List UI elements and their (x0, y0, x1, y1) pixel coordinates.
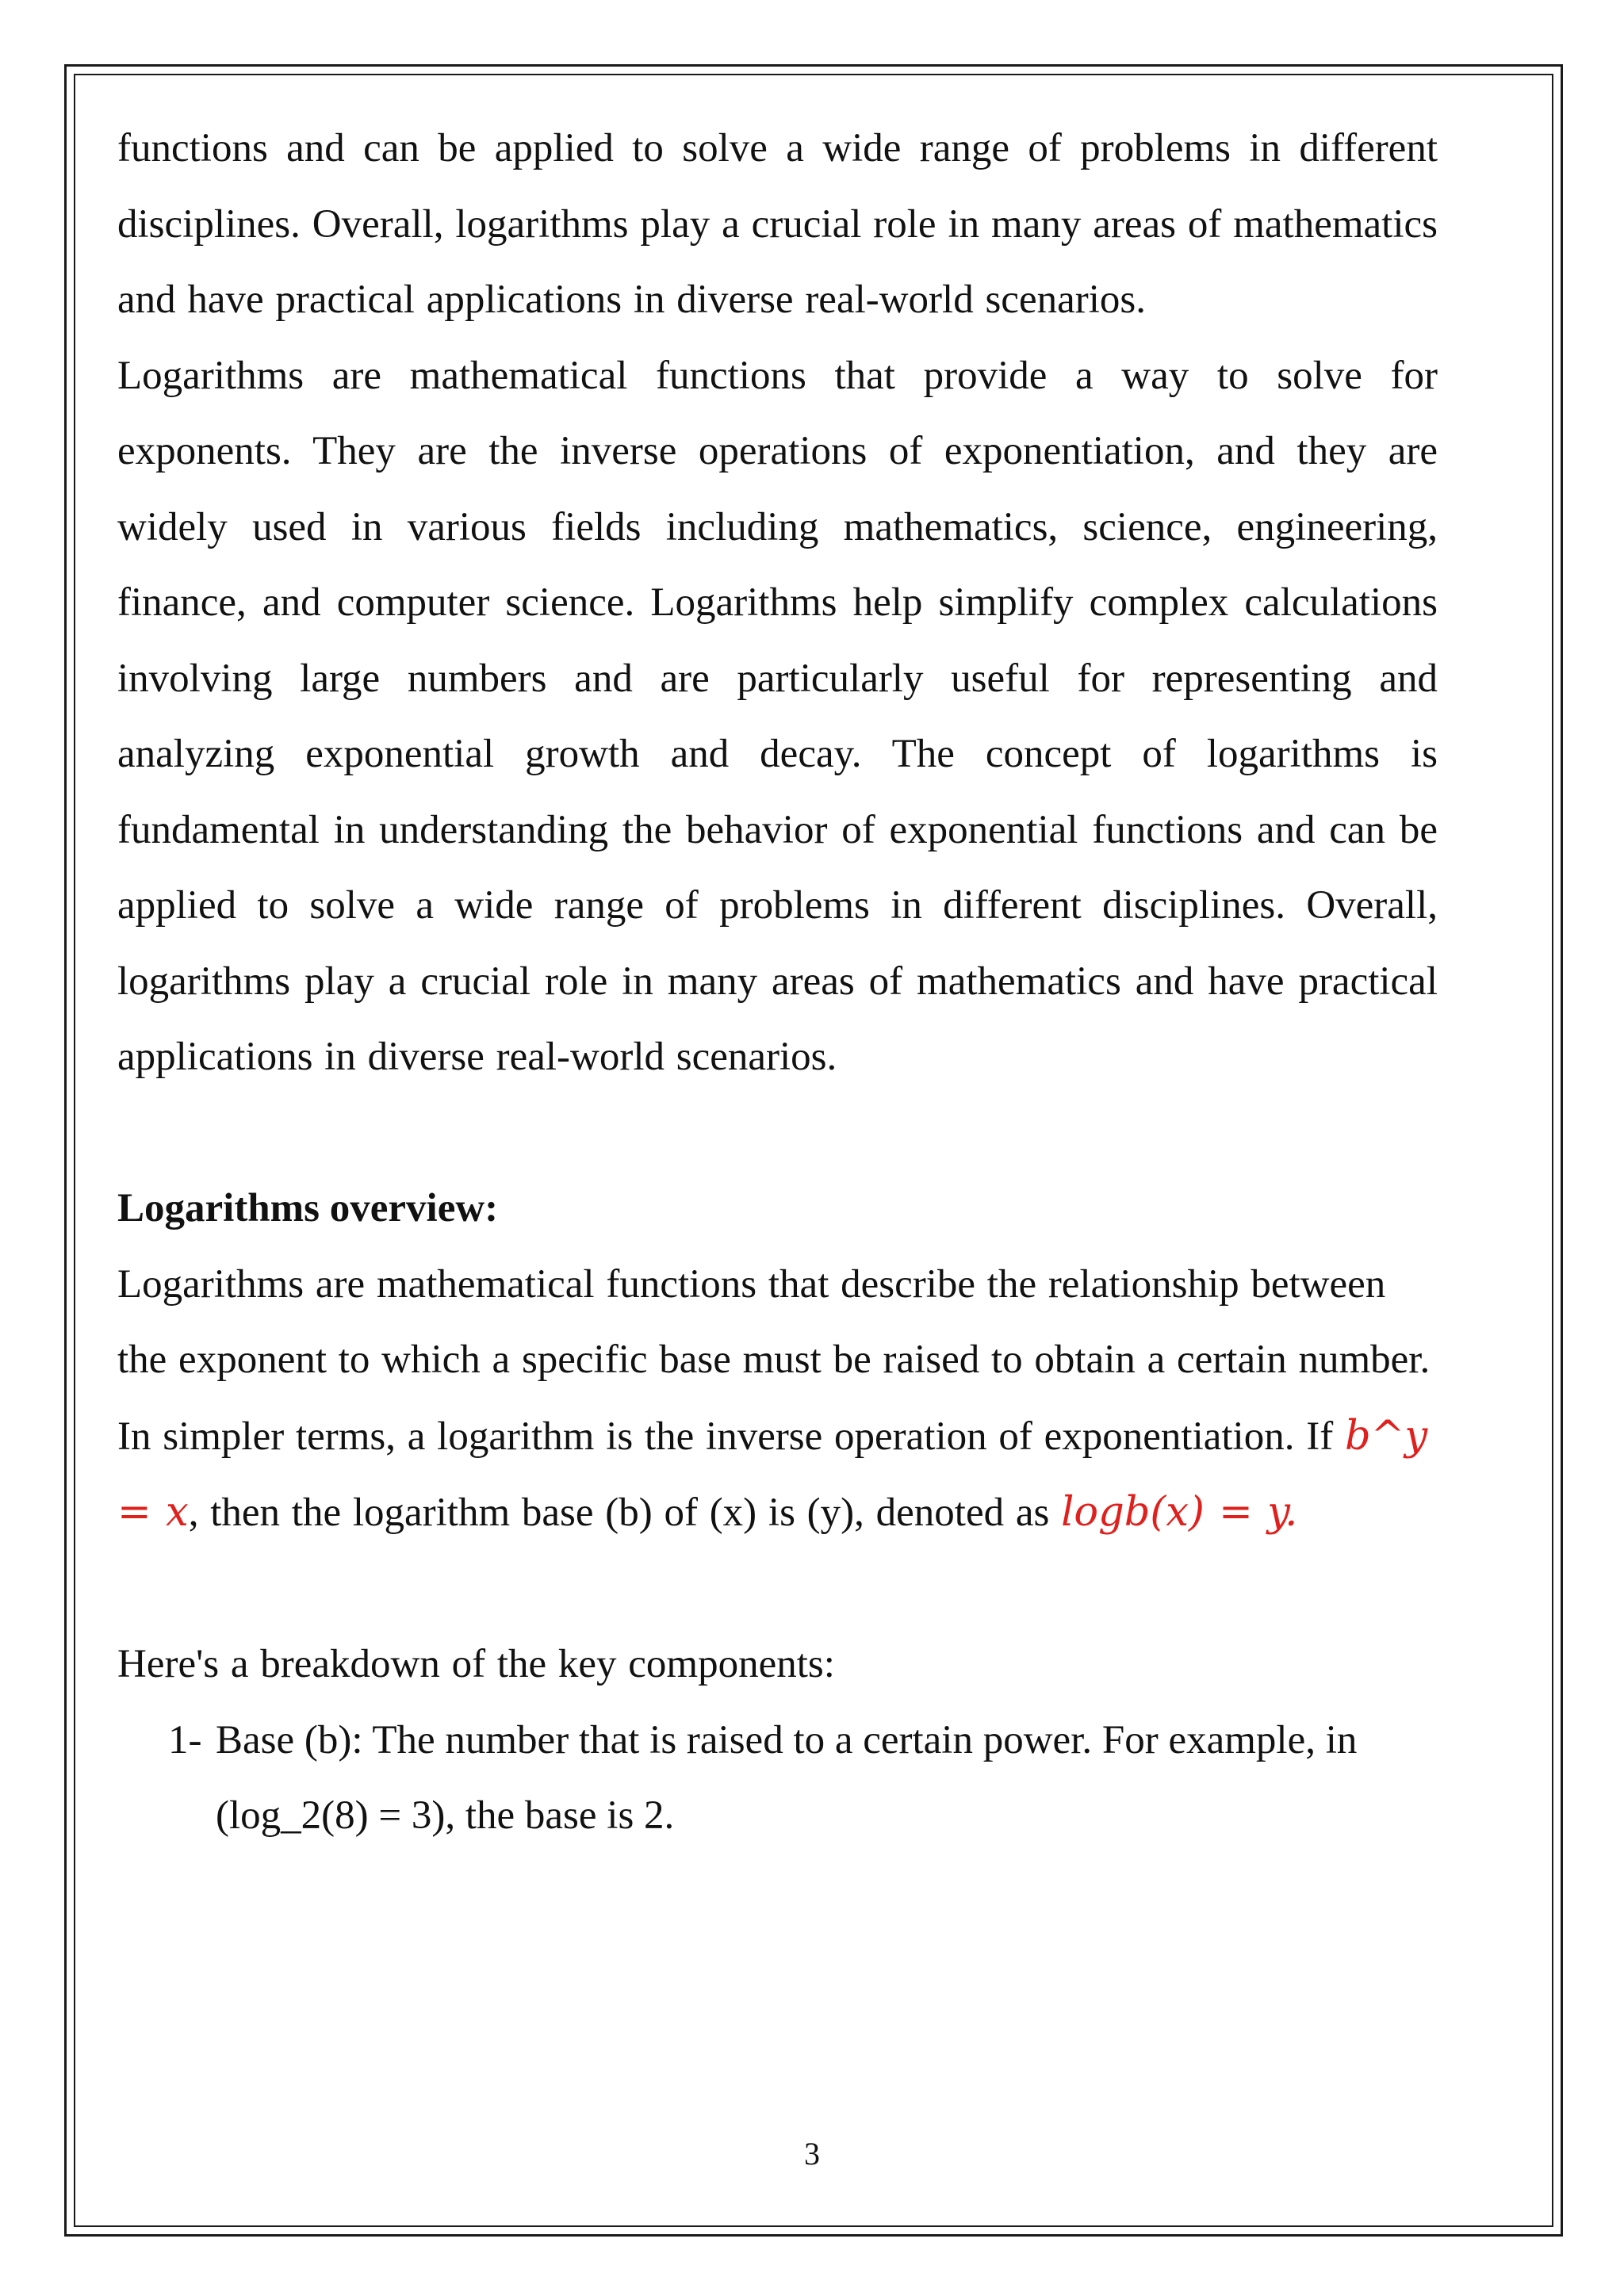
list-marker: 1- (168, 1717, 202, 1762)
list-item-text: Base (b): The number that is raised to a certain power. For example, in (log_2(8) = 3), the base is 2. (216, 1717, 1358, 1838)
page-number: 3 (804, 2136, 820, 2172)
overview-paragraph (117, 1247, 1438, 1552)
math-expression-log: logb(x) = y. (1061, 1489, 1298, 1536)
math-expression-exponent: b^y = x (117, 1412, 1428, 1536)
overview-text-b: , then the logarithm base (b) of (x) is (y), denoted as (188, 1490, 1062, 1535)
overview-text-a: Logarithms are mathematical functions that describe the relationship between the exponent to which a specific base must be raised to obtain a certain number. In simpler terms, a logarithm is the inverse operation of exponentiation. If (117, 1261, 1431, 1459)
page-content (117, 111, 1438, 1854)
section-heading: Logarithms overview: (117, 1186, 499, 1230)
components-list (117, 1703, 1438, 1854)
list-item (117, 1703, 1438, 1854)
breakdown-intro: Here's a breakdown of the key components: (117, 1642, 835, 1686)
spacer (117, 1552, 1438, 1628)
spacer (117, 1096, 1438, 1172)
paragraph-continuation: functions and can be applied to solve a wide range of problems in different disciplines. Overall, logarithms play a crucial role in many areas of mathematics and have practical applications in diverse real-world scenarios. (117, 126, 1438, 322)
paragraph-logarithms-intro: Logarithms are mathematical functions that provide a way to solve for exponents. They are the inverse operations of exponentiation, and they are widely used in various fields including mathematics, science, engineering, finance, and computer science. Logarithms help simplify complex calculations involving large numbers and are particularly useful for representing and analyzing exponential growth and decay. The concept of logarithms is fundamental in understanding the behavior of exponential functions and can be applied to solve a wide range of problems in different disciplines. Overall, logarithms play a crucial role in many areas of mathematics and have practical applications in diverse real-world scenarios. (117, 353, 1438, 1079)
